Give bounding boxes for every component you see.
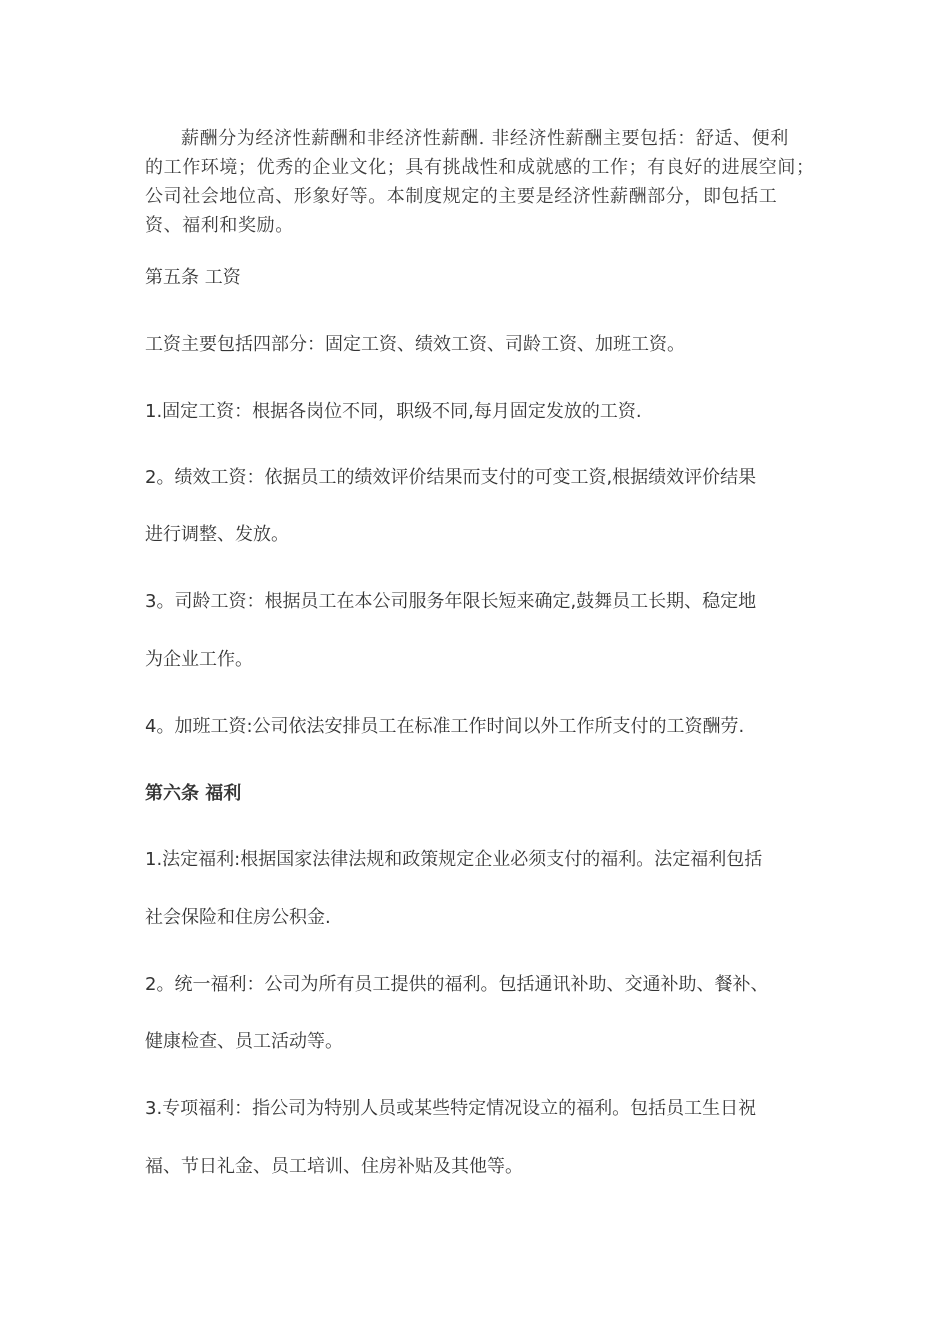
article6-item2-line2: 健康检查、员工活动等。 <box>145 1031 343 1052</box>
article6-item2-line1: 2。统一福利：公司为所有员工提供的福利。包括通讯补助、交通补助、餐补、 <box>145 974 769 995</box>
article6-item3-line1: 3.专项福利：指公司为特别人员或某些特定情况设立的福利。包括员工生日祝 <box>145 1098 757 1119</box>
article6-item1-line2: 社会保险和住房公积金. <box>145 907 331 928</box>
article5-item4: 4。加班工资:公司依法安排员工在标准工作时间以外工作所支付的工资酬劳. <box>145 716 745 737</box>
article6-heading: 第六条 福利 <box>145 783 242 804</box>
intro-line: 资、福利和奖励。 <box>145 215 294 236</box>
intro-line: 薪酬分为经济性薪酬和非经济性薪酬. 非经济性薪酬主要包括：舒适、便利 <box>181 128 789 149</box>
intro-line: 公司社会地位高、形象好等。本制度规定的主要是经济性薪酬部分，即包括工 <box>145 186 778 207</box>
article6-item1-line1: 1.法定福利:根据国家法律法规和政策规定企业必须支付的福利。法定福利包括 <box>145 849 763 870</box>
article5-heading: 第五条 工资 <box>145 267 241 288</box>
article5-item1: 1.固定工资：根据各岗位不同，职级不同,每月固定发放的工资. <box>145 401 642 422</box>
article5-item3-line2: 为企业工作。 <box>145 649 253 670</box>
intro-paragraph <box>145 124 815 240</box>
intro-line: 的工作环境；优秀的企业文化；具有挑战性和成就感的工作；有良好的进展空间； <box>145 157 815 178</box>
article5-item3-line1: 3。司龄工资：根据员工在本公司服务年限长短来确定,鼓舞员工长期、稳定地 <box>145 591 757 612</box>
article5-item2-line2: 进行调整、发放。 <box>145 524 289 545</box>
article6-item3-line2: 福、节日礼金、员工培训、住房补贴及其他等。 <box>145 1156 523 1177</box>
article5-summary: 工资主要包括四部分：固定工资、绩效工资、司龄工资、加班工资。 <box>145 334 685 355</box>
article5-item2-line1: 2。绩效工资：依据员工的绩效评价结果而支付的可变工资,根据绩效评价结果 <box>145 467 757 488</box>
